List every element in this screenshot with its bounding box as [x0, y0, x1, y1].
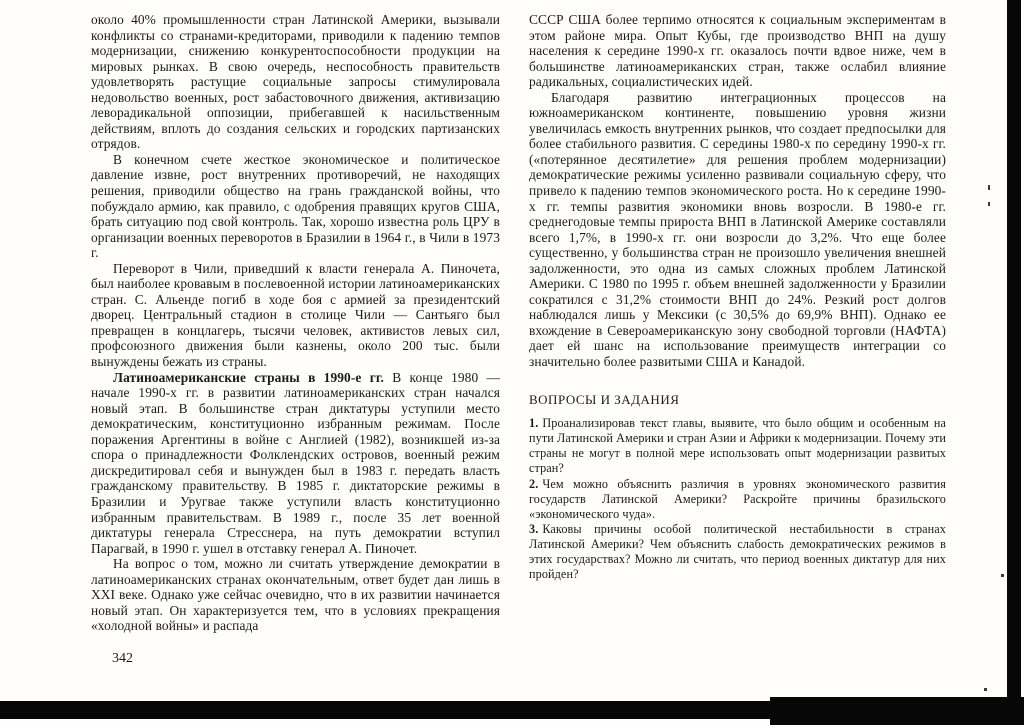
scan-speck: [1001, 574, 1004, 577]
question-item: [529, 477, 946, 522]
scan-speck: [988, 202, 990, 206]
question-text: Каковы причины особой политической нестабильности в странах Латинской Америки? Чем объяснить слабость демократических режимов в этих государствах? Можно ли считать, что период военных диктатур для них пройден?: [529, 521, 946, 582]
paragraph: [91, 370, 500, 557]
paragraph: Переворот в Чили, приведший к власти генерала А. Пиночета, был наиболее кровавым в послевоенной истории латиноамериканских стран. С. Альенде погиб в ходе боя с армией за президентский дворец. Центральный стадион в столице Чили — Сантьяго был превращен в концлагерь, тысячи человек, активистов левых сил, профсоюзного движения были казнены, около 200 тыс. были вынуждены бежать из страны.: [91, 260, 500, 370]
question-text: Проанализировав текст главы, выявите, что было общим и особенным на пути Латинской Америки и стран Азии и Африки к модернизации. Почему эти страны не могут в полной мере использовать опыт модернизации развитых стран?: [529, 416, 946, 476]
question-item: [529, 522, 946, 582]
scan-speck: [984, 688, 987, 691]
question-number: 3.: [529, 521, 539, 536]
paragraph: В конечном счете жесткое экономическое и политическое давление извне, рост внутренних противоречий, не находящих решения, приводили общество на грань гражданской войны, что побуждало армию, как правило, с одобрения правящих кругов США, брать ситуацию под свой контроль. Так, хорошо известна роль ЦРУ в организации военных переворотов в Бразилии в 1964 г., в Чили в 1973 г.: [91, 151, 500, 261]
right-column: [529, 12, 946, 582]
paragraph: СССР США более терпимо относятся к социальным экспериментам в этом районе мира. Опыт Кубы, где производство ВНП на душу населения к середине 1990-х гг. оказалось почти вдвое ниже, чем в большинстве латиноамериканских стран, также ослабил влияние радикальных, социалистических идей.: [529, 12, 946, 90]
page-number: 342: [112, 651, 133, 666]
question-text: Чем можно объяснить различия в уровнях экономического развития государств Латинской Америки? Раскройте причины бразильского «экономического чуда».: [529, 476, 946, 521]
paragraph: Благодаря развитию интеграционных процессов на южноамериканском континенте, повышению уровня жизни увеличилась емкость внутренних рынков, что создает предпосылки для более стабильного развития. С середины 1980-х по середину 1990-х гг. («потерянное десятилетие» для решения проблем модернизации) демократические режимы усиленно развивали социальную сферу, что привело к падению темпов экономического роста. Но к середине 1990-х гг. темпы развития экономики вновь возросли. В 1980-е гг. среднегодовые темпы прироста ВНП в Латинской Америке составляли всего 1,7%, в 1990-х гг. они возросли до 3,2%. Что еще более существенно, у большинства стран не произошло увеличения внешней задолженности, это одна из самых сложных проблем Латинской Америки. С 1980 по 1995 г. объем внешней задолженности у Бразилии сократился с 31,2% стоимости ВНП до 24%. Резкий рост долгов наблюдался лишь у Мексики (с 30,5% до 69,9% ВНП). Однако ее вхождение в Североамериканскую зону свободной торговли (НАФТА) дает ей шанс на использование преимуществ интеграции со значительно более развитыми США и Канадой.: [529, 89, 946, 370]
scan-edge-right: [1007, 0, 1021, 725]
paragraph-text: В конце 1980 — начале 1990-х гг. в развитии латиноамериканских стран начался новый этап. В большинстве стран диктатуры уступили место демократическим, конституционно избранным режимам. После поражения Аргентины в войне с Англией (1982), возникшей из-за спора о принадлежности Фолклендских островов, военный режим дискредитировал себя и вынужден был в 1983 г. передать власть гражданскому правительству. В 1985 г. диктаторские режимы в Бразилии и Уругвае также уступили власть конституционно избранным правительствам. В 1989 г., после 35 лет военной диктатуры генерала Стресснера, на путь демократии вступил Парагвай, в 1990 г. ушел в отставку генерал А. Пиночет.: [91, 369, 500, 556]
question-number: 2.: [529, 476, 539, 491]
question-item: [529, 416, 946, 476]
paragraph: На вопрос о том, можно ли считать утверждение демократии в латиноамериканских странах окончательным, ответ будет дан лишь в XXI веке. Однако уже сейчас очевидно, что в их развитии начинается новый этап. Он характеризуется тем, что в условиях прекращения «холодной войны» и распада: [91, 556, 500, 634]
question-number: 1.: [529, 416, 539, 431]
scan-speck: [988, 185, 990, 190]
paragraph-bold-lead: Латиноамериканские страны в 1990-е гг.: [113, 369, 384, 385]
scan-edge-bottom-right: [770, 697, 1024, 725]
left-column: [91, 12, 500, 634]
paragraph: около 40% промышленности стран Латинской Америки, вызывали конфликты со странами-кредиторами, приводили к падению темпов модернизации, снижению конкурентоспособности продукции на мировых рынках. В свою очередь, неспособность правительств удовлетворять растущие социальные запросы стимулировала недовольство военных, рост забастовочного движения, активизацию леворадикальной оппозиции, прибегавшей к насильственным действиям, вплоть до создания сельских и городских партизанских отрядов.: [91, 12, 500, 152]
questions-heading: ВОПРОСЫ И ЗАДАНИЯ: [529, 391, 680, 407]
